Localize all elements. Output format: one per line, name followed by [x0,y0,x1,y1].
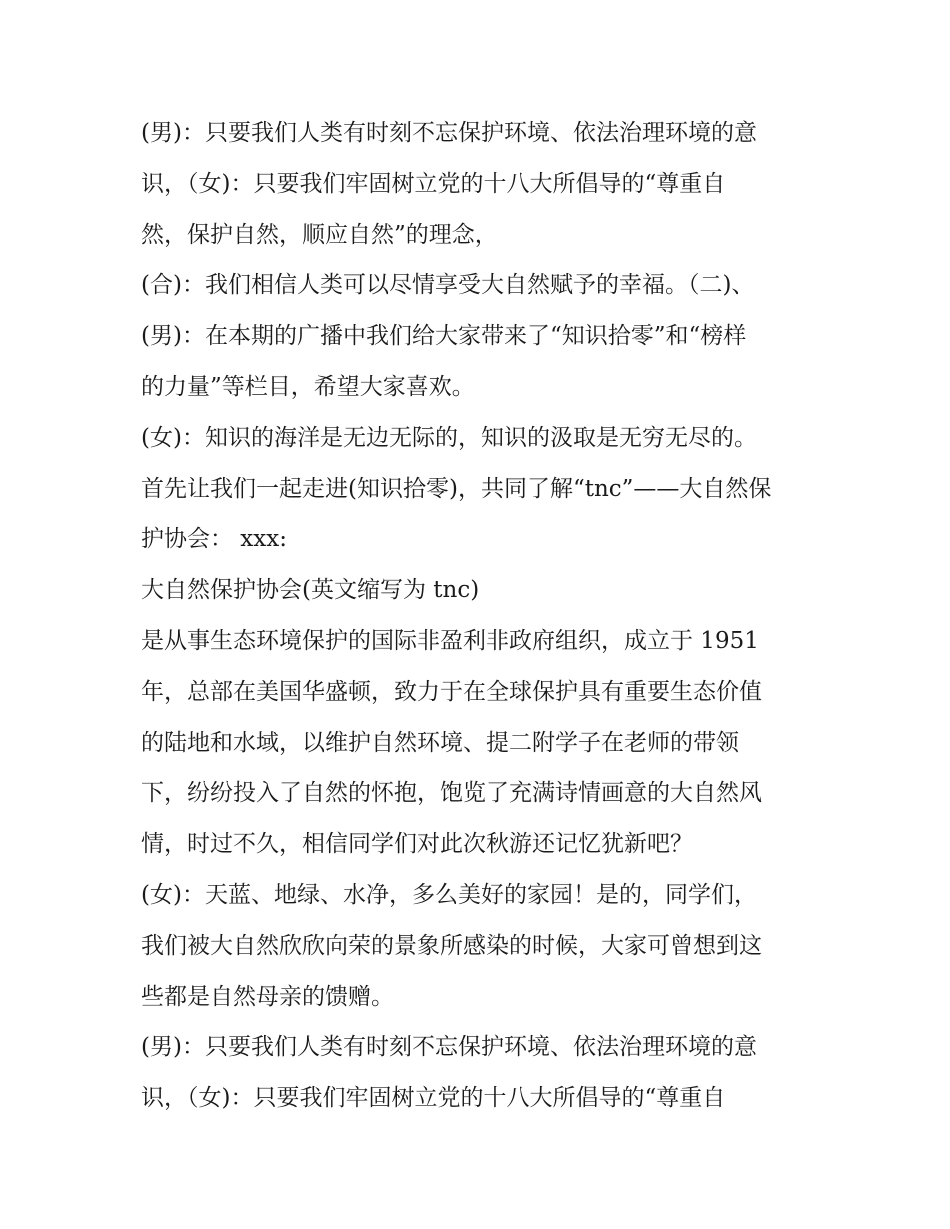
text-line: 情，时过不久，相信同学们对此次秋游还记忆犹新吧？ [141,831,693,858]
text-line: (合)：我们相信人类可以尽情享受大自然赋予的幸福。（二)、 [141,272,755,299]
text-line: 的力量”等栏目，希望大家喜欢。 [141,373,475,400]
text-line: 首先让我们一起走进(知识拾零)，共同了解“tnc”——大自然保 [141,475,772,502]
text-line: (女)：知识的海洋是无边无际的，知识的汲取是无穷无尽的。 [141,424,757,451]
text-line: 是从事生态环境保护的国际非盈利非政府组织，成立于 1951 [141,627,759,654]
text-line: (男)：只要我们人类有时刻不忘保护环境、依法治理环境的意 [141,120,757,146]
text-line: 识，（女)：只要我们牢固树立党的十八大所倡导的“尊重自 [141,1085,726,1112]
text-line: 护协会： xxx: [141,526,287,553]
text-line: 我们被大自然欣欣向荣的景象所感染的时候，大家可曾想到这 [141,932,762,959]
text-line: 大自然保护协会(英文缩写为 tnc) [141,577,480,604]
text-line: 些都是自然母亲的馈赠。 [141,983,394,1010]
text-line: (男)：只要我们人类有时刻不忘保护环境、依法治理环境的意 [141,1034,757,1061]
text-line: (男)：在本期的广播中我们给大家带来了“知识拾零”和“榜样 [141,323,747,350]
text-line: 然，保护自然，顺应自然”的理念， [141,221,498,248]
text-line: 识，（女)：只要我们牢固树立党的十八大所倡导的“尊重自 [141,170,726,197]
text-line: (女)：天蓝、地绿、水净，多么美好的家园！是的，同学们， [141,881,757,908]
text-line: 下，纷纷投入了自然的怀抱，饱览了充满诗情画意的大自然风 [141,780,762,807]
text-line: 年，总部在美国华盛顿，致力于在全球保护具有重要生态价值 [141,678,762,705]
text-line: 的陆地和水域，以维护自然环境、提二附学子在老师的带领 [141,729,739,756]
document-body [141,108,821,1124]
